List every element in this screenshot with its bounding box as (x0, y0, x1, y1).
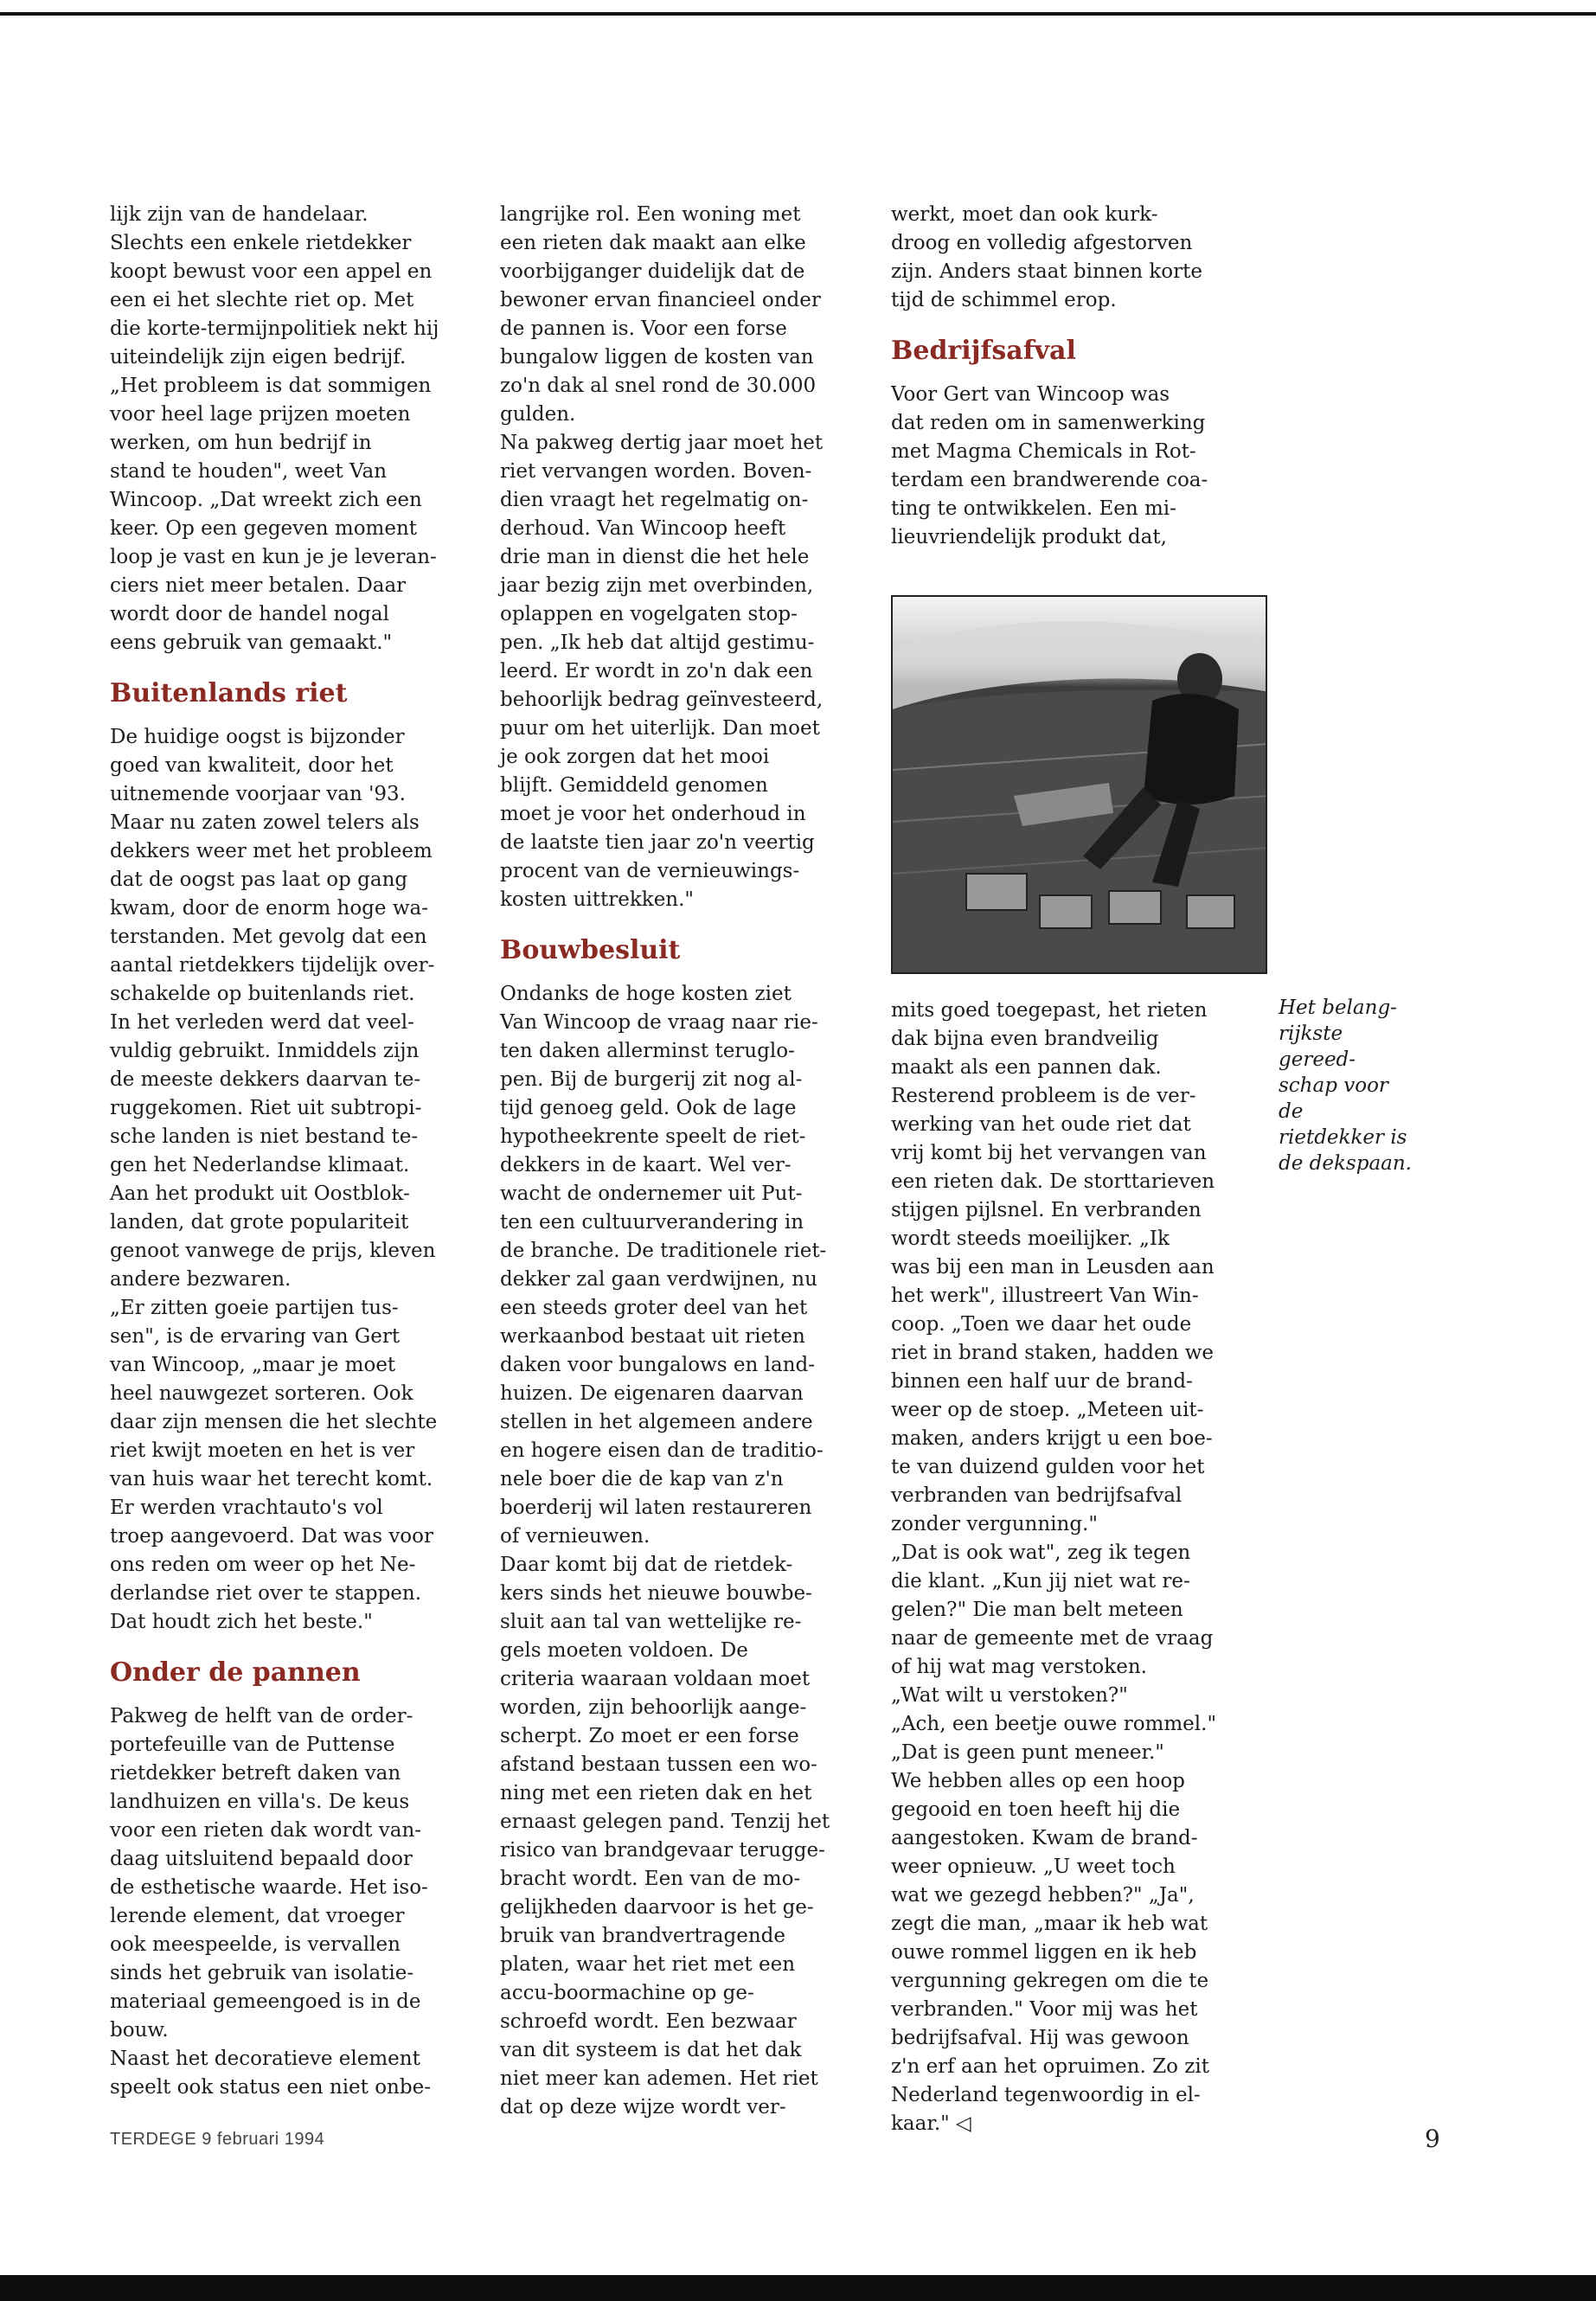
paragraph: Pakweg de helft van de order- portefeuille van de Puttense rietdekker betreft daken van landhuizen en villa's. De keus voor een rieten dak wordt van- daag uitsluitend bepaald door de esthetische waarde. Het iso- lerende element, dat vroeger ook meespeelde, is vervallen sinds het gebruik van isolatie- materiaal gemeengoed is in de bouw. Naast het decoratieve element speelt ook status een niet onbe- (110, 1705, 431, 2099)
subheading-bouwbesluit: Bouwbesluit (500, 935, 681, 965)
page-number: 9 (1425, 2125, 1440, 2153)
top-rule (0, 12, 1596, 16)
paragraph: De huidige oogst is bijzonder goed van kwaliteit, door het uitnemende voorjaar van '93. Maar nu zaten zowel telers als dekkers weer met het probleem dat de oogst pas laat op gang kwam, door de enorm hoge wa- terstanden. Met gevolg dat een aantal rietdekkers tijdelijk over- schakelde op buitenlands riet. In het verleden werd dat veel- vuldig gebruikt. Inmiddels zijn de meeste dekkers daarvan te- ruggekomen. Riet uit subtropi- sche landen is niet bestand te- gen het Nederlandse klimaat. Aan het produkt uit Oostblok- landen, dat grote populariteit genoot vanwege de prijs, kleven andere bezwaren. „Er zitten goeie partijen tus- sen", is de ervaring van Gert van Wincoop, „maar je moet heel nauwgezet sorteren. Ook daar zijn mensen die het slechte riet kwijt moeten en het is ver van huis waar het terecht komt. Er werden vrachtauto's vol troep aangevoerd. Dat was voor ons reden om weer op het Ne- derlandse riet over te stappen. Dat houdt zich het beste." (110, 726, 438, 1633)
paragraph: mits goed toegepast, het rieten dak bijna even brandveilig maakt als een pannen dak. Resterend probleem is de ver- werking van het oude riet dat vrij komt bij het vervangen van een rieten dak. De storttarieven stijgen pijlsnel. En verbranden wordt steeds moeilijker. „Ik was bij een man in Leusden aan het werk", illustreert Van Win- coop. „Toen we daar het oude riet in brand staken, hadden we binnen een half uur de brand- weer op de stoep. „Meteen uit- maken, anders krijgt u een boe- te van duizend gulden voor het verbranden van bedrijfsafval zonder vergunning." „Dat is ook wat", zeg ik tegen die klant. „Kun jij niet wat re- gelen?" Die man belt meteen naar de gemeente met de vraag of hij wat mag verstoken. „Wat wilt u verstoken?" „Ach, een beetje ouwe rommel." „Dat is geen punt meneer." We hebben alles op een hoop gegooid en toen heeft hij die aangestoken. Kwam de brand- weer opnieuw. „U weet toch wat we gezegd hebben?" „Ja", zegt die man, „maar ik heb wat ouwe rommel liggen en ik heb vergunning gekregen om die te verbranden." Voor mij was het bedrijfsafval. Hij was gewoon z'n erf aan het opruimen. Zo zit Nederland tegenwoordig in el- kaar." ◁ (891, 999, 1217, 2135)
column-3-bottom (891, 997, 1246, 2138)
paragraph: Voor Gert van Wincoop was dat reden om in samenwerking met Magma Chemicals in Rot- terdam een brandwerende coa- ting te ontwikkelen. Een mi- lieuvriendelijk produkt dat, (891, 383, 1208, 548)
publication-footer: TERDEGE 9 februari 1994 (110, 2130, 325, 2149)
column-2 (500, 201, 846, 2122)
photo-thatcher-on-roof (891, 595, 1267, 974)
column-1 (110, 201, 482, 2102)
subheading-onder-de-pannen: Onder de pannen (110, 1657, 361, 1688)
caption-text: Het belang- rijkste gereed- schap voor de rietdekker is de dekspaan. (1279, 997, 1412, 1175)
subheading-buitenlands-riet: Buitenlands riet (110, 678, 348, 708)
paragraph: werkt, moet dan ook kurk- droog en volledig afgestorven zijn. Anders staat binnen korte tijd de schimmel erop. (891, 203, 1203, 311)
paragraph: Ondanks de hoge kosten ziet Van Wincoop de vraag naar rie- ten daken allerminst teruglo- pen. Bij de burgerij zit nog al- tijd genoeg geld. Ook de lage hypotheekrente speelt de riet- dekkers in de kaart. Wel ver- wacht de ondernemer uit Put- ten een cultuurverandering in de branche. De traditionele riet- dekker zal gaan verdwijnen, nu een steeds groter deel van het werkaanbod bestaat uit rieten daken voor bungalows en land- huizen. De eigenaren daarvan stellen in het algemeen andere en hogere eisen dan de traditio- nele boer die de kap van z'n boerderij wil laten restaureren of vernieuwen. Daar komt bij dat de rietdek- kers sinds het nieuwe bouwbe- sluit aan tal van wettelijke re- gels moeten voldoen. De criteria waaraan voldaan moet worden, zijn behoorlijk aange- scherpt. Zo moet er een forse afstand bestaan tussen een wo- ning met een rieten dak en het ernaast gelegen pand. Tenzij het risico van brandgevaar terugge- bracht wordt. Een van de mo- gelijkheden daarvoor is het ge- bruik van brandvertragende platen, waar het riet met een accu-boormachine op ge- schroefd wordt. Een bezwaar van dit systeem is dat het dak niet meer kan ademen. Het riet dat op deze wijze wordt ver- (500, 983, 830, 2118)
photo-caption (1279, 995, 1417, 1176)
subheading-bedrijfsafval: Bedrijfsafval (891, 336, 1076, 366)
paragraph: lijk zijn van de handelaar. Slechts een enkele rietdekker koopt bewust voor een appel en een ei het slechte riet op. Met die korte-termijnpolitiek nekt hij uiteindelijk zijn eigen bedrijf. „Het probleem is dat sommigen voor heel lage prijzen moeten werken, om hun bedrijf in stand te houden", weet Van Wincoop. „Dat wreekt zich een keer. Op een gegeven moment loop je vast en kun je je leveran- ciers niet meer betalen. Daar wordt door de handel nogal eens gebruik van gemaakt." (110, 203, 439, 654)
photo-illustration (893, 597, 1267, 974)
paragraph: langrijke rol. Een woning met een rieten dak maakt aan elke voorbijganger duidelijk dat de bewoner ervan financieel onder de pannen is. Voor een forse bungalow liggen de kosten van zo'n dak al snel rond de 30.000 gulden. Na pakweg dertig jaar moet het riet vervangen worden. Boven- dien vraagt het regelmatig on- derhoud. Van Wincoop heeft drie man in dienst die het hele jaar bezig zijn met overbinden, oplappen en vogelgaten stop- pen. „Ik heb dat altijd gestimu- leerd. Er wordt in zo'n dak een behoorlijk bedrag geïnvesteerd, puur om het uiterlijk. Dan moet je ook zorgen dat het mooi blijft. Gemiddeld genomen moet je voor het onderhoud in de laatste tien jaar zo'n veertig procent van de vernieuwings- kosten uittrekken." (500, 203, 824, 911)
column-3-top (891, 201, 1254, 552)
bottom-rule (0, 2275, 1596, 2301)
